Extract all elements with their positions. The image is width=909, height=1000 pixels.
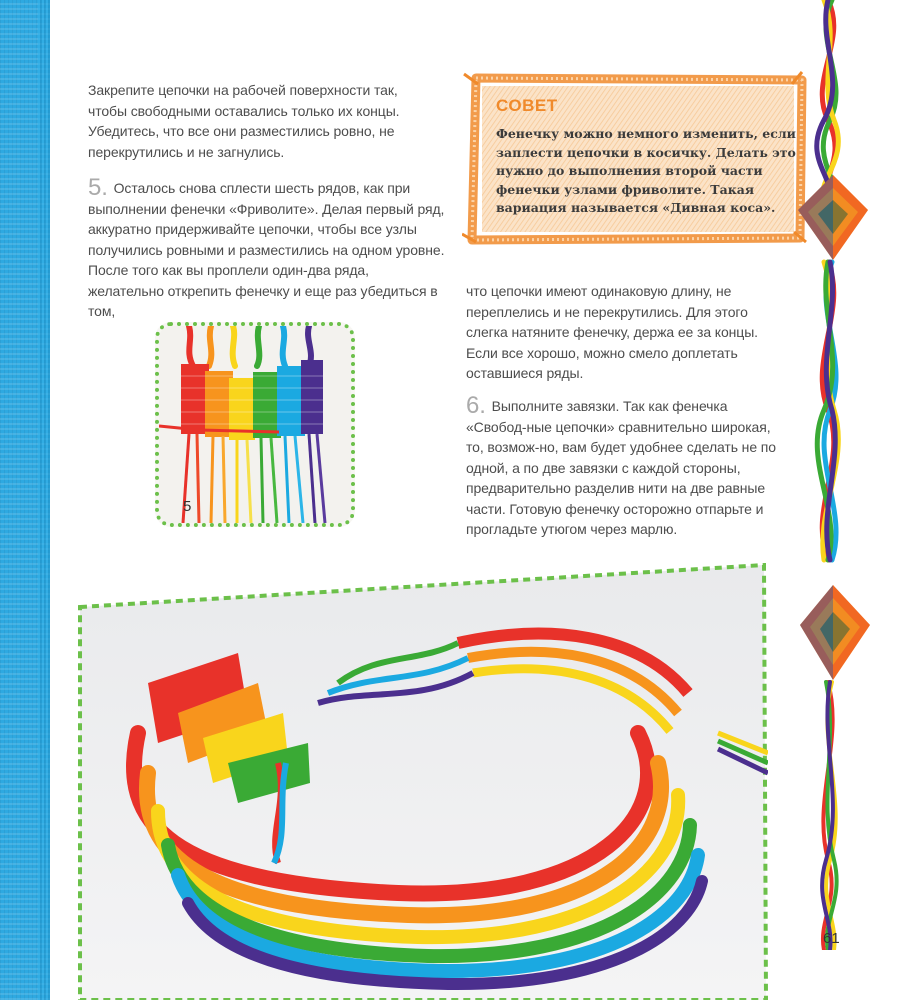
tip-title: СОВЕТ — [496, 96, 558, 115]
tip-text: Фенечку можно немного изменить, если заплести цепочки в косичку. Делать это нужно до выполнения второй части фенечки узлами фриволите. Такая вариация называется «Дивная коса». — [496, 126, 796, 215]
step-5-text: Осталось снова сплести шесть рядов, как при выполнении фенечки «Фриволите». Делая первый ряд, аккуратно придерживайте цепочки, чтобы все узлы получились ровными и разместились на одном уровне. После того как вы проплели один-два ряда, желательно открепить фенечку и еще раз убедиться в том, — [88, 180, 445, 319]
bracelet-photo — [78, 563, 768, 1000]
knotting-photo-label: 5 — [183, 498, 192, 515]
page-number: 61 — [823, 930, 840, 947]
bracelet-photo-image — [78, 563, 768, 1000]
step-6-number: 6. — [466, 392, 486, 419]
braid-illustration-image — [788, 0, 878, 950]
knotting-photo — [155, 322, 355, 527]
step-5 — [88, 174, 448, 322]
left-band-edge — [38, 0, 50, 1000]
step-5-number: 5. — [88, 174, 108, 201]
paragraph-intro: Закрепите цепочки на рабочей поверхности так, чтобы свободными оставались только их концы. Убедитесь, что все они разместились ровно, не перекрутились и не загнулись. — [88, 82, 400, 160]
step-5-continued: что цепочки имеют одинаковую длину, не переплелись и не перекрутились. Для этого слегка натяните фенечку, держа ее за концы. Если все хорошо, можно смело доплетать оставшиеся ряды. — [466, 283, 758, 381]
braid-illustration — [788, 0, 878, 950]
step-6-text: Выполните завязки. Так как фенечка «Свобод-ные цепочки» сравнительно широкая, то, возмож-но, вам будет удобнее сделать не по одной, а по две завязки с каждой стороны, предварительно разделив нити на две равные части. Готовую фенечку осторожно отпарьте и прогладьте утюгом через марлю. — [466, 398, 776, 537]
knotting-photo-image — [159, 326, 351, 523]
tip-box — [462, 70, 807, 248]
step-6 — [466, 392, 786, 540]
